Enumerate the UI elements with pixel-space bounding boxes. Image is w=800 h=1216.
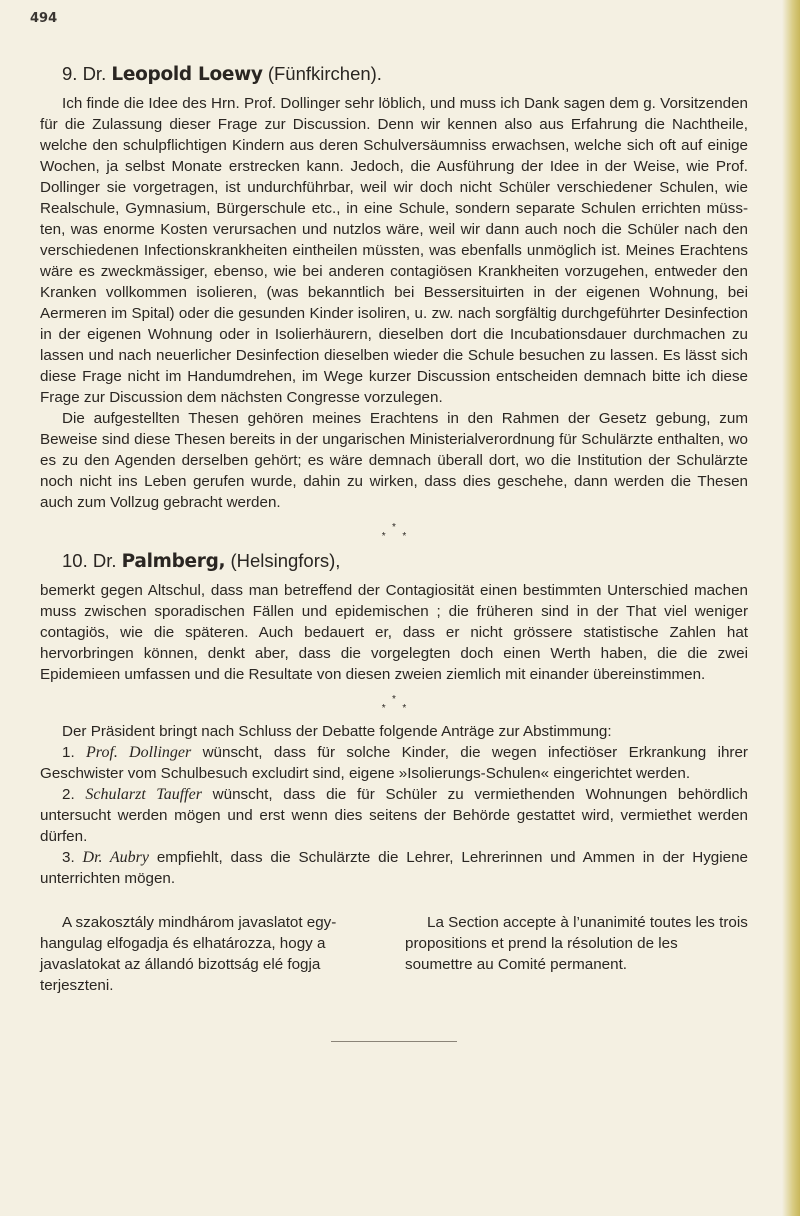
section-9-paragraph-1: Ich finde die Idee des Hrn. Prof. Dollinger sehr löblich, und muss ich Dank sagen dem g. Vorsitzenden für die Zulassung dieser Frage zur Discussion. Denn wir kennen also aus Erfahrung die Nachtheile, welche den schulpflichtigen Kindern aus deren Schulversäumniss erwachsen, welche sich oft auf einige Wochen, ja selbst Monate erstrecken kann. Jedoch, die Ausführung der Idee in der Weise, wie Prof. Dollinger sie vorgetragen, ist undurchführbar, weil wir doch nicht Schüler verschiedener Schulen, wie Realschule, Gymnasium, Bürgerschule etc., in eine Schule, sondern separate Schulen errichten müssten, was enorme Kosten verursachen und nutzlos wäre, weil wir dann auch noch die Schüler nach den verschiedenen Infectionskrankheiten eintheilen müssten, was ebenfalls unmöglich ist. Meines Erachtens wäre es zweckmässiger, ebenso, wie bei anderen contagiösen Krankheiten vorzugehen, entweder den Kranken vollkommen isolieren, (was bekanntlich bei Bessersituirten in der eigenen Wohnung, bei Aermeren im Spital) oder die gesunden Kinder isoliren, u. zw. nach sorgfältig durchgeführter Desinfection in der eigenen Wohnung oder in Isolierhäurern, dieselben dort die Incubationsdauer durchmachen zu lassen und nach neuerlicher Desinfection dieselben wieder die Schule besuchen zu lassen. Es lässt sich diese Frage nicht im Handumdrehen, im Wege kurzer Discussion entscheiden demnach bitte ich diese Frage zur Discussion dem nächsten Congresse vorzulegen. — [40, 95, 748, 406]
proposal-author: Prof. Dollinger — [86, 744, 192, 761]
section-9-speaker-name: Leopold Loewy — [111, 64, 263, 85]
president-intro: Der Präsident bringt nach Schluss der Debatte folgende Anträge zur Abstimmung: — [62, 723, 612, 740]
section-10-place: (Helsingfors), — [230, 550, 341, 571]
asterism-separator-2 — [40, 695, 748, 713]
section-10-heading — [62, 549, 748, 574]
proposal-text: wünscht, dass für solche Kinder, die wegen infectiöser Erkrankung ihrer Geschwister vom Schulbesuch excludirt sind, eigene »Isolierungs-Schulen« eingerichtet werden. — [40, 744, 748, 782]
proposal-3 — [40, 847, 748, 889]
asterism-bottom: * * — [381, 531, 407, 542]
proposal-text: empfiehlt, dass die Schulärzte die Lehrer, Lehrerinnen und Ammen in der Hygiene unterrichten mögen. — [40, 849, 748, 887]
proposal-author: Schularzt Tauffer — [85, 786, 202, 803]
section-10-prefix: 10. Dr. — [62, 550, 117, 571]
page-number: 494 — [30, 11, 58, 26]
proposal-author: Dr. Aubry — [82, 849, 149, 866]
proposal-2 — [40, 784, 748, 847]
asterism-top: * — [392, 694, 396, 705]
section-9-paragraph-2: Die aufgestellten Thesen gehören meines Erachtens in den Rahmen der Gesetz gebung, zum Beweise sind diese Thesen bereits in der ungarischen Ministerialverordnung für Schulärzte enthalten, wo es zu den Agenden derselben gehört; es wäre demnach überall dort, wo die Institution der Schulärzte noch nicht ins Leben gerufen wurde, dahin zu wirken, dass dies geschehe, dann werden die Thesen auch zum Vollzug gebracht werden. — [40, 410, 748, 511]
section-9-heading — [62, 62, 748, 87]
proposal-text: wünscht, dass die für Schüler zu vermiethenden Wohnungen behördlich untersucht werden mögen und erst wenn dies seitens der Behörde gestattet wird, vermiethet werden dürfen. — [40, 786, 748, 845]
page-edge-shadow — [782, 0, 800, 1216]
section-10-paragraph: bemerkt gegen Altschul, dass man betreffend der Contagiosität einen bestimmten Unterschied machen muss zwischen sporadischen Fällen und epidemischen ; die früheren sind in der That viel weniger contagiös, wie die späteren. Auch bedauert er, dass er nicht grössere statistische Zahlen hat hervorbringen können, denkt aber, dass die vorgelegten doch einen Werth haben, die die zwei Epidemieen umfassen und die Resultate von diesen zweien ziemlich mit einander übereinstimmen. — [40, 582, 748, 683]
section-9-place: (Fünfkirchen). — [267, 63, 382, 84]
proposal-number: 3. — [62, 849, 75, 866]
resolution-french: La Section accepte à l’unanimité toutes les trois propositions et prend la résolution de les soumettre au Comité permanent. — [405, 914, 748, 974]
asterism-separator-1 — [40, 523, 748, 541]
asterism-top: * — [392, 522, 396, 533]
proposal-1 — [40, 742, 748, 784]
section-10-speaker-name: Palmberg, — [121, 551, 226, 572]
resolution-hungarian: A szakosztály mindhárom javaslatot egyhangulag elfogadja és elhatározza, hogy a javaslatokat az állandó bizottság elé fogja terjeszteni. — [40, 914, 337, 995]
closing-rule — [331, 1041, 457, 1042]
proposal-number: 1. — [62, 744, 75, 761]
proposal-number: 2. — [62, 786, 75, 803]
page-body — [40, 62, 748, 1042]
resolution-columns — [40, 897, 748, 1011]
section-9-prefix: 9. Dr. — [62, 63, 107, 84]
asterism-bottom: * * — [381, 703, 407, 714]
